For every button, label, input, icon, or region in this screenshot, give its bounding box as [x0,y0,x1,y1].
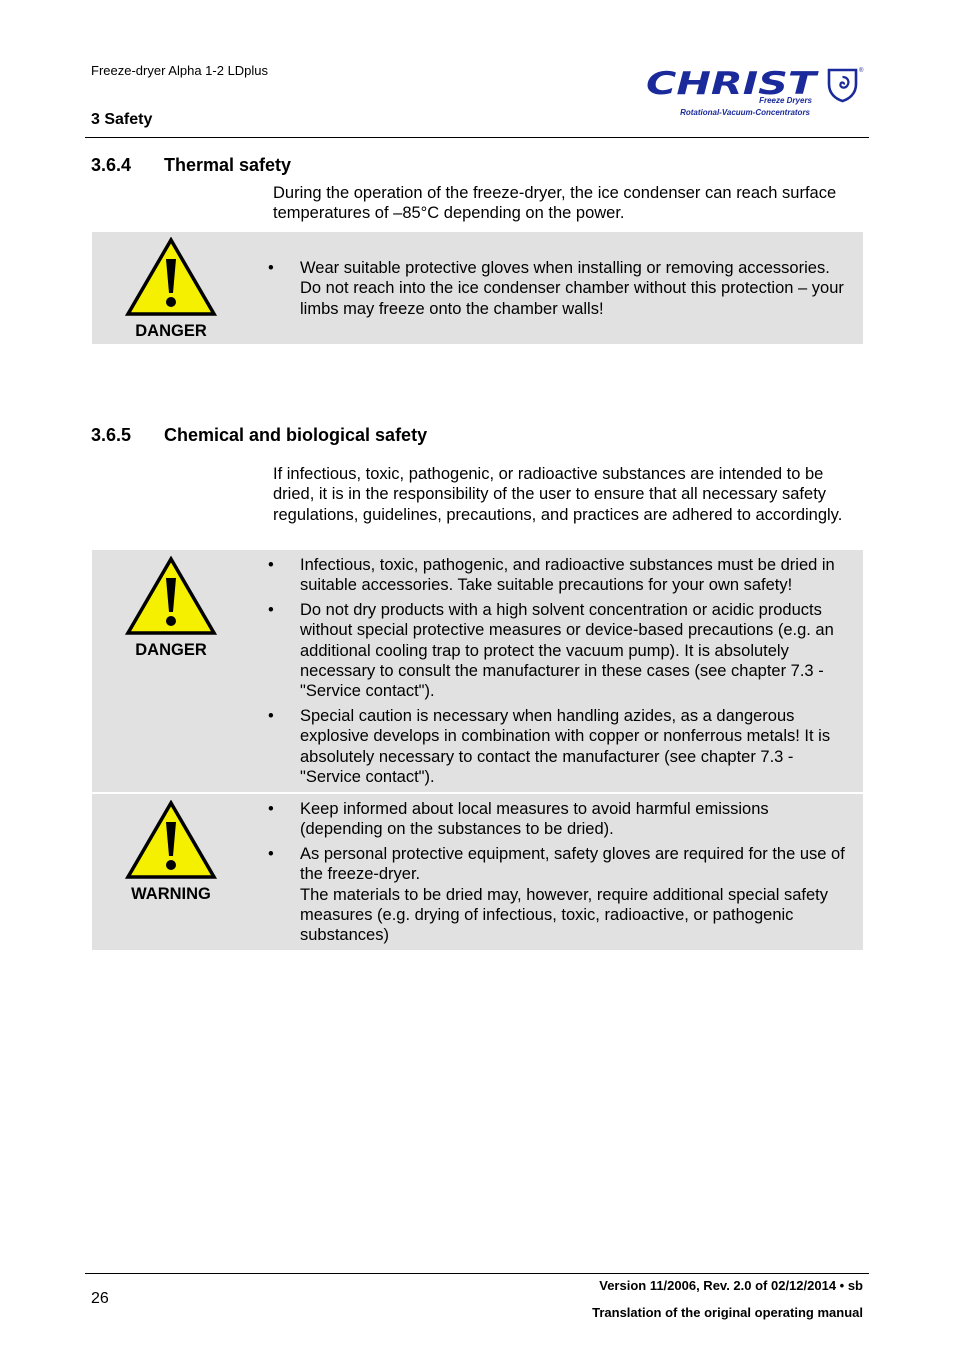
logo-swirl-icon [829,70,856,101]
hazard-icon-column [92,556,250,660]
hazard-list [268,258,855,323]
version-info: Version 11/2006, Rev. 2.0 of 02/12/2014 • sb [599,1278,863,1293]
footer-divider [85,1273,869,1274]
list-item: • Do not dry products with a high solvent concentration or acidic products without special protective measures or device-based precautions (e.g. an additional cooling trap to protect the vacuum pump). It is absolutely necessary to consult the manufacturer in these cases (see chapter 7.3 - "Service contact"). [268,601,834,701]
danger-box-thermal [92,232,863,344]
bullet: • [268,259,274,277]
bullet: • [268,800,274,818]
registered-mark: ® [859,68,864,74]
hazard-icon-column [92,237,250,341]
signal-word: WARNING [131,885,211,903]
warning-triangle-icon [125,556,217,636]
danger-box-chemical [92,550,863,792]
section-intro: If infectious, toxic, pathogenic, or radioactive substances are intended to be dried, it is in the responsibility of the user to ensure that all necessary safety regulations, guidelines, precautions, and practices are adhered to accordingly. [273,465,843,524]
christ-logo [644,64,866,120]
section-intro: During the operation of the freeze-dryer, the ice condenser can reach surface temperatures of –85°C depending on the power. [273,184,837,223]
bullet: • [268,707,274,726]
list-item: • Infectious, toxic, pathogenic, and radioactive substances must be dried in suitable accessories. Take suitable precautions for your own safety! [268,556,835,595]
chapter-heading: 3 Safety [91,111,153,128]
hazard-list [268,799,855,950]
list-item: • Keep informed about local measures to avoid harmful emissions (depending on the substances to be dried). [268,800,769,839]
list-item: • As personal protective equipment, safety gloves are required for the use of the freeze-dryer. The materials to be dried may, however, require additional special safety measures (e.g. drying of infectious, toxic, radioactive, or pathogenic substances) [268,845,845,945]
document-title: Freeze-dryer Alpha 1-2 LDplus [91,63,269,78]
hazard-list [268,555,855,792]
warning-box-chemical [92,794,863,950]
section-title: Chemical and biological safety [164,425,428,445]
bullet: • [268,845,274,864]
section-number: 3.6.4 [91,155,132,175]
logo-brand-text: CHRIST [646,66,820,102]
bullet: • [268,601,274,620]
list-item: • Wear suitable protective gloves when installing or removing accessories. Do not reach into the ice condenser chamber without this protection – your limbs may freeze onto the chamber walls! [268,259,844,318]
translation-note: Translation of the original operating manual [592,1305,863,1320]
section-number: 3.6.5 [91,425,132,445]
signal-word: DANGER [135,641,207,659]
warning-triangle-icon [125,800,217,880]
logo-line2: Rotational-Vacuum-Concentrators [680,108,810,117]
bullet: • [268,556,274,574]
list-item-continuation: The materials to be dried may, however, require additional special safety measures (e.g. drying of infectious, toxic, radioactive, or pathogenic substances) [300,885,828,945]
logo-line1: Freeze Dryers [759,96,812,105]
warning-triangle-icon [125,237,217,317]
section-heading-3-6-4 [91,155,291,176]
hazard-icon-column [92,800,250,904]
header-divider [85,137,869,138]
list-item: • Special caution is necessary when handling azides, as a dangerous explosive develops in combination with copper or nonferrous metals! It is absolutely necessary to contact the manufacturer (see chapter 7.3 - "Service contact"). [268,707,831,786]
section-title: Thermal safety [164,155,292,175]
signal-word: DANGER [135,322,207,340]
page-number: 26 [91,1290,109,1307]
christ-logo-graphic [644,64,866,120]
section-heading-3-6-5 [91,425,427,446]
